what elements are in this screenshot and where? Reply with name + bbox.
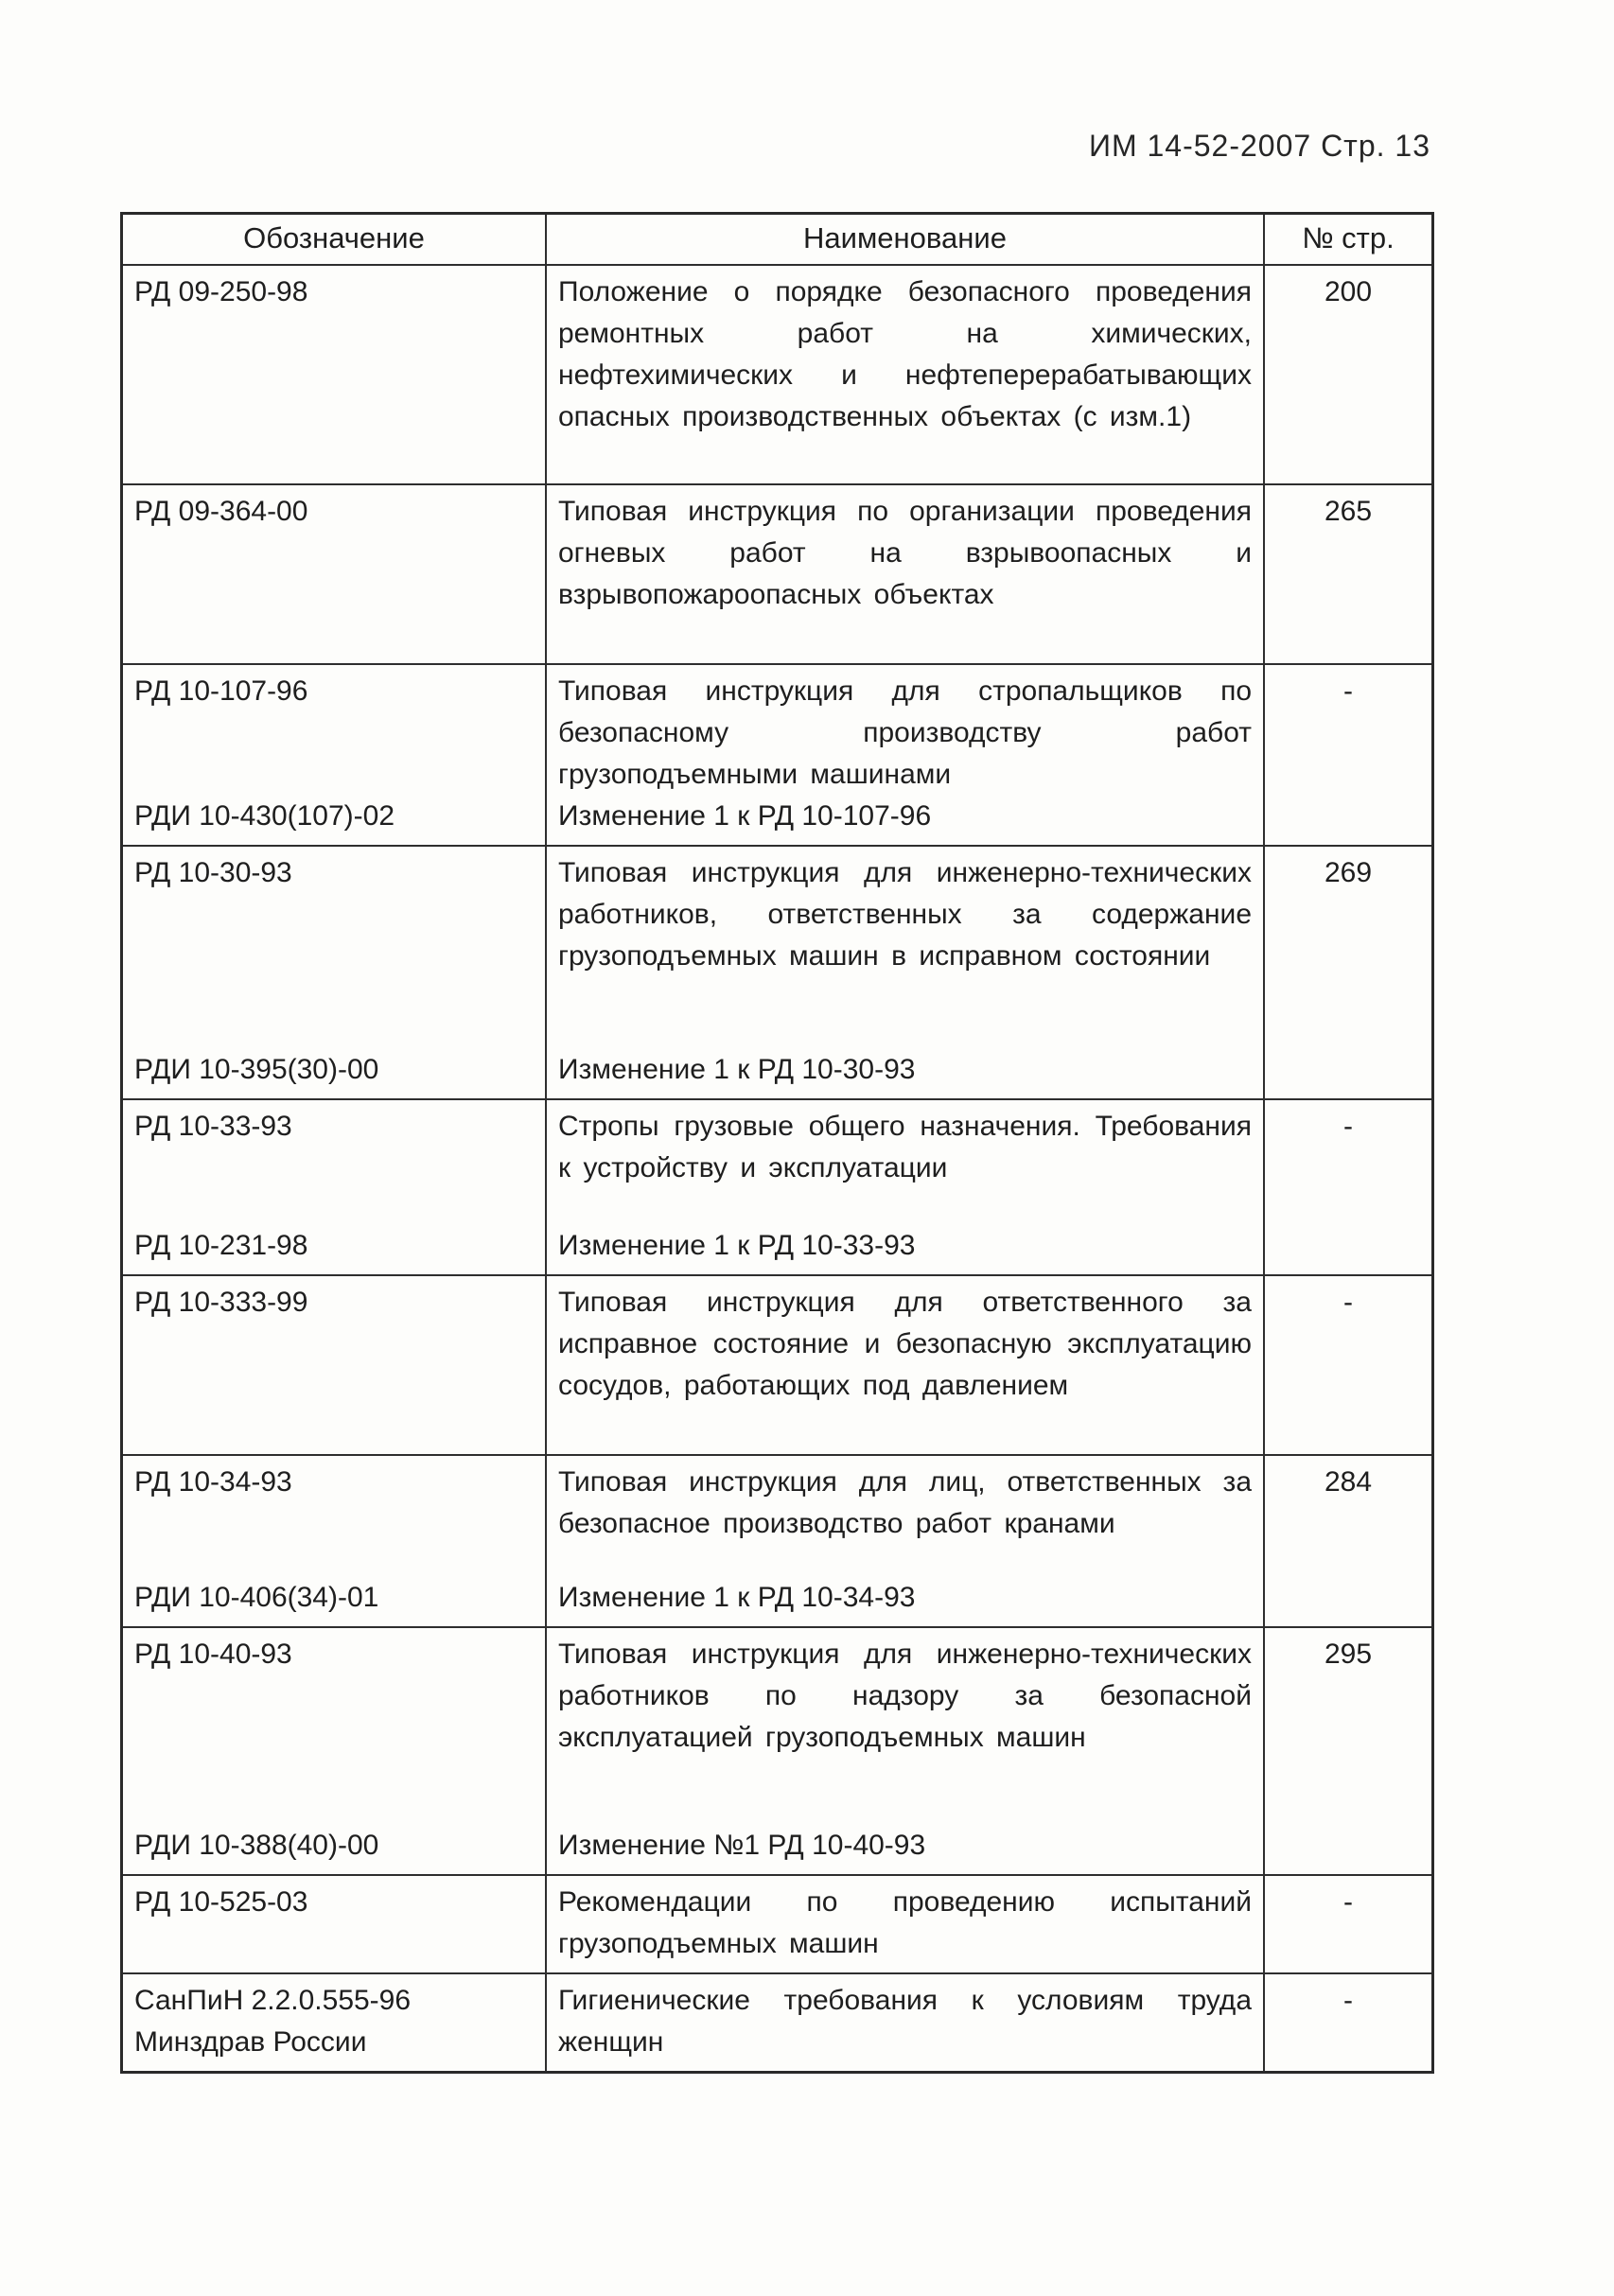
amendment-name: Изменение №1 РД 10-40-93 <box>558 1830 926 1861</box>
page-number: - <box>1343 1111 1353 1142</box>
document-name: Типовая инструкция для лиц, ответственных за безопасное производство работ кранами <box>558 1466 1252 1539</box>
page-cell <box>1265 266 1431 483</box>
page-cell <box>1265 485 1431 663</box>
table-row <box>123 1454 1431 1626</box>
designation: РД 10-333-99 <box>134 1287 308 1318</box>
page-number: 269 <box>1324 857 1373 888</box>
page-cell <box>1265 1456 1431 1626</box>
designation-cell <box>123 1276 545 1454</box>
page-cell <box>1265 1100 1431 1274</box>
amendment-designation: РДИ 10-406(34)-01 <box>134 1582 379 1613</box>
table-row <box>123 1626 1431 1874</box>
page-number: 284 <box>1324 1466 1373 1498</box>
name-cell <box>545 665 1265 845</box>
designation-cell <box>123 1100 545 1274</box>
page-number: - <box>1343 1985 1353 2016</box>
name-cell <box>545 485 1265 663</box>
designation-cell <box>123 665 545 845</box>
document-name: Типовая инструкция для стропальщиков по безопасному производству работ грузоподъемными машинами <box>558 675 1252 790</box>
designation: РД 09-250-98 <box>134 276 308 307</box>
table-row <box>123 1972 1431 2071</box>
page-cell <box>1265 847 1431 1098</box>
table-row <box>123 483 1431 663</box>
amendment-name: Изменение 1 к РД 10-107-96 <box>558 800 932 832</box>
header-page: № стр. <box>1302 221 1395 254</box>
document-name: Стропы грузовые общего назначения. Требования к устройству и эксплуатации <box>558 1111 1252 1183</box>
designation: СанПиН 2.2.0.555-96 <box>134 1985 412 2016</box>
name-cell <box>545 1456 1265 1626</box>
page-cell <box>1265 1276 1431 1454</box>
name-cell <box>545 1628 1265 1874</box>
designation-cell <box>123 1628 545 1874</box>
designation-cell <box>123 485 545 663</box>
name-cell <box>545 1974 1265 2071</box>
designation: РД 10-33-93 <box>134 1111 292 1142</box>
amendment-name: Изменение 1 к РД 10-30-93 <box>558 1054 916 1085</box>
page-number: - <box>1343 675 1353 707</box>
name-cell <box>545 266 1265 483</box>
page-number: - <box>1343 1886 1353 1918</box>
designation: РД 10-34-93 <box>134 1466 292 1498</box>
designation: РД 10-107-96 <box>134 675 308 707</box>
designation-cell <box>123 1974 545 2071</box>
name-cell <box>545 847 1265 1098</box>
page-number: - <box>1343 1287 1353 1318</box>
amendment-designation: РДИ 10-388(40)-00 <box>134 1830 379 1861</box>
header-designation: Обозначение <box>243 221 425 254</box>
table-header-row <box>123 215 1431 264</box>
documents-table <box>120 212 1434 2074</box>
amendment-designation: РДИ 10-395(30)-00 <box>134 1054 379 1085</box>
amendment-designation: РД 10-231-98 <box>134 1230 308 1261</box>
page-number: 265 <box>1324 496 1373 527</box>
amendment-name: Изменение 1 к РД 10-34-93 <box>558 1582 916 1613</box>
page-number: 295 <box>1324 1639 1373 1670</box>
document-name: Типовая инструкция для инженерно-технических работников, ответственных за содержание грузоподъемных машин в исправном состоянии <box>558 857 1252 972</box>
designation-cell <box>123 1876 545 1972</box>
document-name: Положение о порядке безопасного проведения ремонтных работ на химических, нефтехимических и нефтеперерабатывающих опасных производственных объектах (с изм.1) <box>558 276 1252 432</box>
document-name: Типовая инструкция для ответственного за исправное состояние и безопасную эксплуатацию сосудов, работающих под давлением <box>558 1287 1252 1401</box>
name-cell <box>545 1100 1265 1274</box>
name-cell <box>545 1876 1265 1972</box>
designation-cell <box>123 266 545 483</box>
designation-cell <box>123 847 545 1098</box>
designation: РД 10-525-03 <box>134 1886 308 1918</box>
header-name: Наименование <box>545 215 1265 264</box>
page-number: 200 <box>1324 276 1373 307</box>
amendment-name: Изменение 1 к РД 10-33-93 <box>558 1230 916 1261</box>
page-cell <box>1265 1876 1431 1972</box>
document-name: Рекомендации по проведению испытаний грузоподъемных машин <box>558 1886 1252 1959</box>
table-row <box>123 264 1431 483</box>
document-name: Типовая инструкция по организации проведения огневых работ на взрывоопасных и взрывопожароопасных объектах <box>558 496 1252 610</box>
name-cell <box>545 1276 1265 1454</box>
amendment-designation: РДИ 10-430(107)-02 <box>134 800 395 832</box>
page-cell <box>1265 1974 1431 2071</box>
designation: РД 10-40-93 <box>134 1639 292 1670</box>
designation: РД 10-30-93 <box>134 857 292 888</box>
page-cell <box>1265 1628 1431 1874</box>
table-row <box>123 663 1431 845</box>
table-row <box>123 845 1431 1098</box>
document-name: Типовая инструкция для инженерно-технических работников по надзору за безопасной эксплуатацией грузоподъемных машин <box>558 1639 1252 1753</box>
table-row <box>123 1274 1431 1454</box>
document-page-header: ИМ 14-52-2007 Стр. 13 <box>1088 129 1430 163</box>
designation: РД 09-364-00 <box>134 496 308 527</box>
table-row <box>123 1098 1431 1274</box>
table-row <box>123 1874 1431 1972</box>
designation-line2: Минздрав России <box>134 2026 367 2058</box>
document-name: Гигиенические требования к условиям труда женщин <box>558 1985 1252 2058</box>
designation-cell <box>123 1456 545 1626</box>
page-cell <box>1265 665 1431 845</box>
